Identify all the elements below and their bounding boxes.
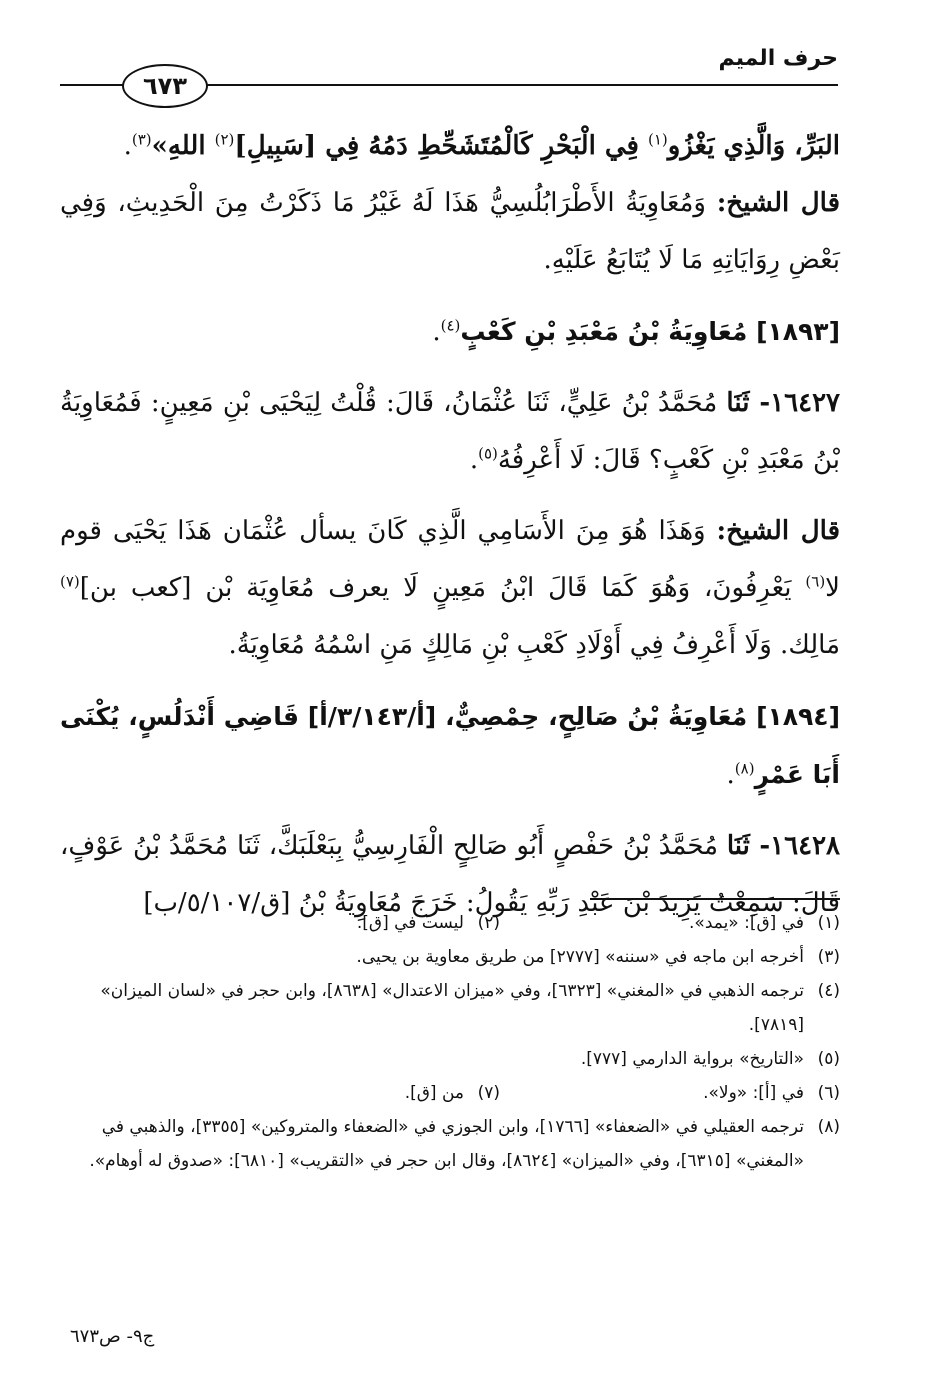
page-header <box>60 40 838 100</box>
footnote: في [ق]: «يمد». <box>689 913 804 933</box>
footnote: (٣)أخرجه ابن ماجه في «سننه» [٢٧٧٧] من طريق معاوية بن يحيى. <box>356 947 840 967</box>
footnote: ليست في [ق]. <box>356 913 464 933</box>
running-title: حرف الميم <box>718 46 838 71</box>
footnote-ref: (٥) <box>478 444 498 463</box>
footnote-row: (٦)في [أ]: «ولا». (٧)من [ق]. <box>404 1083 840 1103</box>
footnote: (٤)ترجمه الذهبي في «المغني» [٦٣٢٣]، وفي «ميزان الاعتدال» [٨٦٣٨]، وابن حجر في «لسان الميزان» [٧٨١٩]. <box>100 981 840 1035</box>
footnote: (٨)ترجمه العقيلي في «الضعفاء» [١٧٦٦]، وابن الجوزي في «الضعفاء والمتروكين» [٣٣٥٥]، والذهبي في «المغني» [٦٣١٥]، وفي «الميزان» [٨٦٢٤]، وقال ابن حجر في «التقريب» [٦٨١٠]: «صدوق له أوهام». <box>89 1117 840 1171</box>
sheikh-comment: قال الشيخ: وَهَذَا هُوَ مِنَ الأَسَامِي الَّذِي كَانَ يسأل عُثْمَان هَذَا يَحْيَى قوم لا$^{(٦)}$ يَعْرِفُونَ، وَهُوَ كَمَا قَالَ ابْنُ مَعِينٍ لَا يعرف مُعَاوِيَة بْن [كعب بن]$^{(٧)}$ مَالِك. وَلَا أَعْرِفُ فِي أَوْلَادِ كَعْبِ بْنِ مَالِكٍ مَنِ اسْمُهُ مُعَاوِيَةُ. <box>60 516 841 660</box>
footnote-divider <box>590 898 840 900</box>
footnote: في [أ]: «ولا». <box>703 1083 804 1103</box>
footnote-ref: (٢) <box>214 130 235 149</box>
page-number: ٦٧٣ <box>122 64 208 108</box>
entry-heading: [١٨٩٤] مُعَاوِيَةُ بْنُ صَالِحٍ، حِمْصِيٌّ، [أ/٣/١٤٣/أ] قَاضِي أَنْدَلُسٍ، يُكْنَى أَبَا عَمْرٍ$^{(٨)}$. <box>60 702 840 790</box>
volume-page-reference: ج٩- ص٦٧٣ <box>70 1326 155 1347</box>
footnote-row: (١)في [ق]: «يمد». (٢)ليست في [ق]. <box>356 913 840 933</box>
footnote-ref: (١) <box>648 130 668 149</box>
footnote-ref: (٤) <box>440 316 461 335</box>
footnote-ref: (٦) <box>805 572 826 591</box>
footnote: من [ق]. <box>404 1083 464 1103</box>
hadith-text: ١٦٤٢٧- ثَنَا مُحَمَّدُ بْنُ عَلِيٍّ، ثَنَا عُثْمَانُ، قَالَ: قُلْتُ لِيَحْيَى بْنِ مَعِينٍ: فَمُعَاوِيَةُ بْنُ مَعْبَدِ بْنِ كَعْبٍ؟ قَالَ: لَا أَعْرِفُهُ$^{(٥)}$. <box>60 388 840 475</box>
footnote-ref: (٧) <box>60 572 80 591</box>
hadith-ending: البَرِّ، وَالَّذِي يَغْزُو$^{(١)}$ فِي الْبَحْرِ كَالْمُتَشَحِّطِ دَمُهُ فِي [سَبِيلِ]$^{(٢)}$ اللهِ»$^{(٣)}$. <box>123 130 840 161</box>
footnote: (٥)«التاريخ» برواية الدارمي [٧٧٧]. <box>580 1049 840 1069</box>
hadith-text: ١٦٤٢٨- ثَنَا مُحَمَّدُ بْنُ حَفْصٍ أَبُو صَالِحٍ الْفَارِسِيُّ بِبَعْلَبَكَّ، ثَنَا مُحَمَّدُ بْنُ عَوْفٍ، قَالَ: سَمِعْتُ يَزِيدَ بْنَ عَبْدِ رَبِّهِ يَقُولُ: خَرَجَ مُعَاوِيَةُ بْنُ [ق/٥/١٠٧/ب] <box>60 831 840 918</box>
footnote-ref: (٣) <box>131 130 152 149</box>
footnote-ref: (٨) <box>734 759 755 778</box>
main-text <box>60 118 840 932</box>
entry-heading: [١٨٩٣] مُعَاوِيَةُ بْنُ مَعْبَدِ بْنِ كَعْبٍ$^{(٤)}$. <box>432 316 840 347</box>
sheikh-comment: قال الشيخ: وَمُعَاوِيَةُ الأَطْرَابُلُسِيُّ هَذَا لَهُ غَيْرُ مَا ذَكَرْتُ مِنَ الْحَدِيثِ، وَفِي بَعْضِ رِوَايَاتِهِ مَا لَا يُتَابَعُ عَلَيْهِ. <box>60 188 840 275</box>
footnotes <box>60 906 840 1178</box>
